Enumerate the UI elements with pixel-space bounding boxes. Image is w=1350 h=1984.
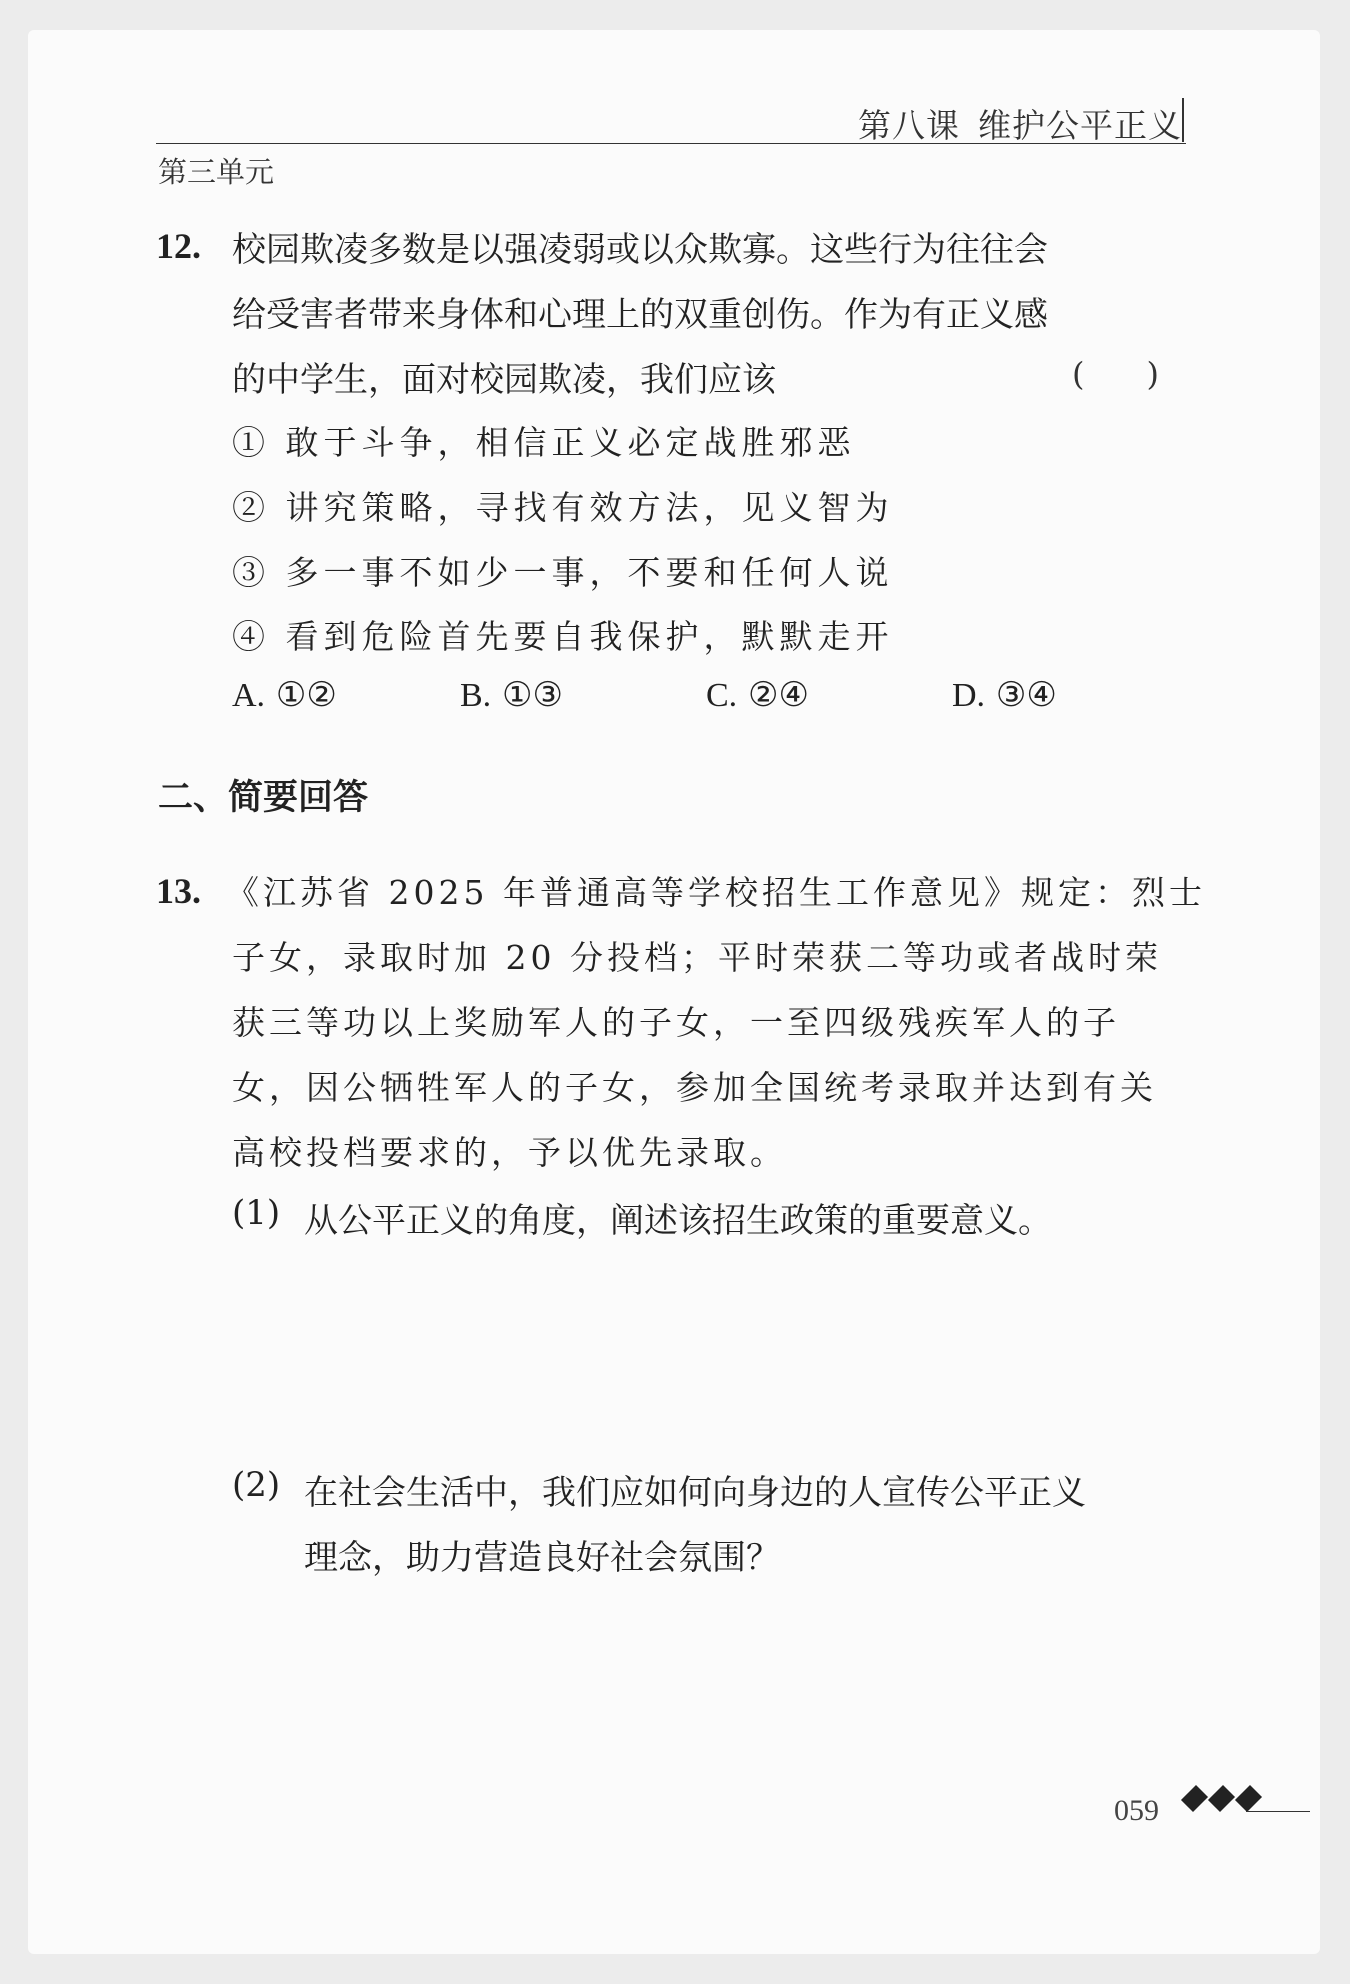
q12-stem-line-3: 的中学生，面对校园欺凌，我们应该 [232,360,776,400]
footer-rule [1246,1811,1310,1812]
q12-statement-3: ③ 多一事不如少一事，不要和任何人说 [232,553,894,592]
q13-sub2-label: (2) [232,1465,281,1505]
q13-sub2-line-1: 在社会生活中，我们应如何向身边的人宣传公平正义 [304,1473,1086,1513]
lesson-header [858,100,1182,147]
paren-open: ( [1072,355,1085,393]
choice-b[interactable]: B. ①③ [460,675,563,715]
q12-statement-1: ① 敢于斗争，相信正义必定战胜邪恶 [232,423,856,462]
q12-choices [232,675,1132,721]
q12-statement-4: ④ 看到危险首先要自我保护，默默走开 [232,617,894,656]
lesson-title: 维护公平正义 [978,106,1182,145]
paren-close: ) [1146,355,1159,393]
q12-stem-line-1: 校园欺凌多数是以强凌弱或以众欺寡。这些行为往往会 [232,230,1048,270]
q13-sub1-text: 从公平正义的角度，阐述该招生政策的重要意义。 [304,1201,1052,1241]
lesson-number: 第八课 [858,106,960,145]
section-title: 二、简要回答 [158,778,369,818]
q13-stem-line-5: 高校投档要求的，予以优先录取。 [232,1133,787,1172]
q13-sub2-line-2: 理念，助力营造良好社会氛围？ [304,1538,780,1578]
question-number-12: 12. [156,226,201,266]
page-number: 059 [1114,1794,1159,1827]
header-separator [1182,98,1184,142]
question-number-13: 13. [156,871,201,911]
q13-stem-line-3: 获三等功以上奖励军人的子女，一至四级残疾军人的子 [232,1003,1120,1042]
q13-stem-line-1: 《江苏省 2025 年普通高等学校招生工作意见》规定：烈士 [226,873,1206,912]
q13-stem-line-4: 女，因公牺牲军人的子女，参加全国统考录取并达到有关 [232,1068,1157,1107]
header-rule [156,143,1186,144]
q13-sub1-label: (1) [232,1193,281,1233]
q12-stem-line-2: 给受害者带来身体和心理上的双重创伤。作为有正义感 [232,295,1048,335]
choice-c[interactable]: C. ②④ [706,675,809,715]
choice-a[interactable]: A. ①② [232,675,337,715]
q12-statement-2: ② 讲究策略，寻找有效方法，见义智为 [232,488,894,527]
answer-parentheses[interactable] [1072,355,1159,393]
q13-stem-line-2: 子女，录取时加 20 分投档；平时荣获二等功或者战时荣 [232,938,1162,977]
unit-label: 第三单元 [158,155,275,189]
footer-diamonds-icon [1182,1790,1261,1807]
choice-d[interactable]: D. ③④ [952,675,1057,715]
